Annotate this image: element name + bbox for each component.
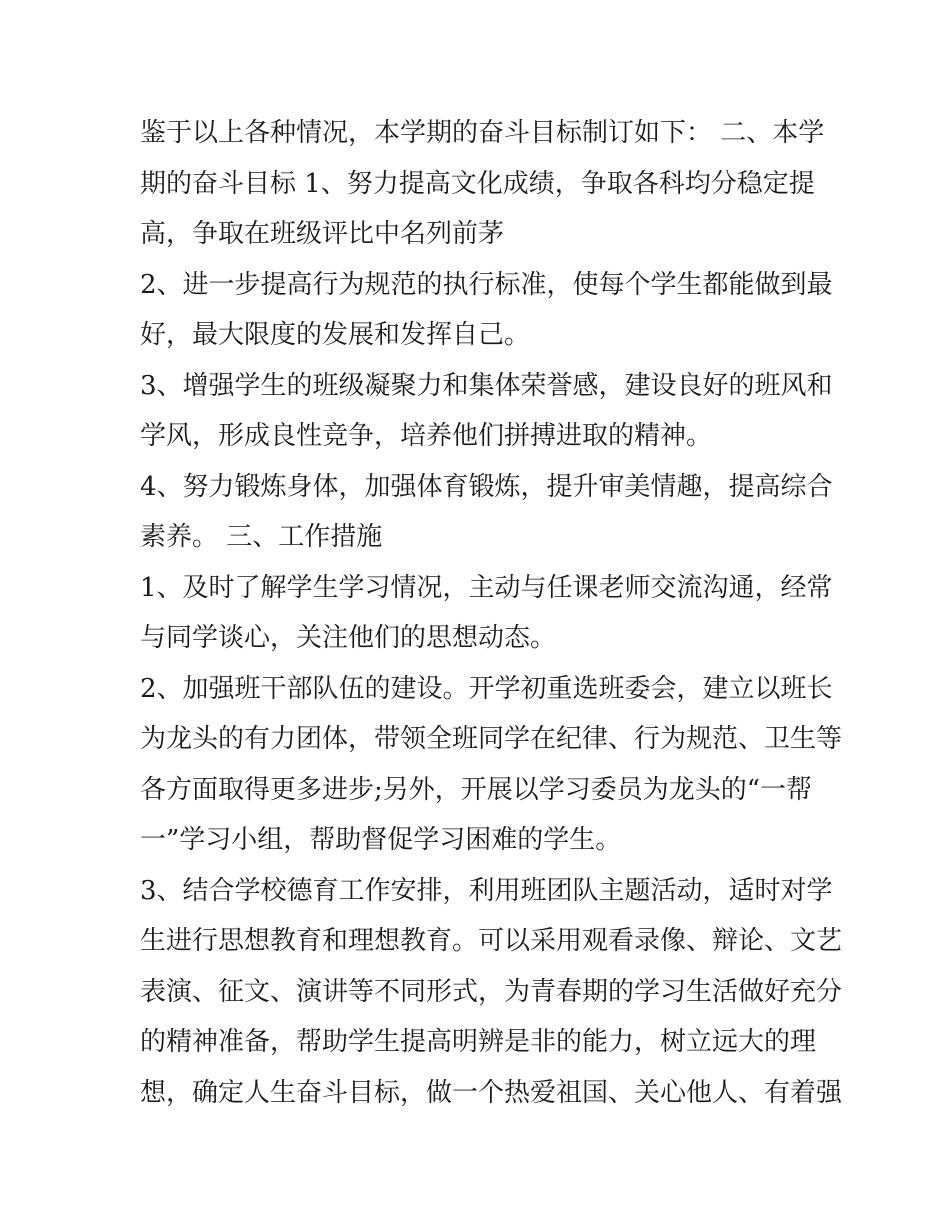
paragraph-measure-1 [140,563,833,664]
text-line: 1、及时了解学生学习情况，主动与任课老师交流沟通，经常 [140,572,833,603]
text-line: 鉴于以上各种情况，本学期的奋斗目标制订如下： 二、本学 [140,118,825,148]
text-line: 各方面取得更多进步;另外，开展以学习委员为龙头的“一帮 [140,774,813,805]
text-line: 生进行思想教育和理想教育。可以采用观看录像、辩论、文艺 [140,926,843,956]
text-line: 期的奋斗目标 1、努力提高文化成绩，争取各科均分稳定提 [140,168,815,199]
paragraph-goal-4 [140,462,833,563]
text-line: 3、结合学校德育工作安排，利用班团队主题活动，适时对学 [140,875,833,906]
text-line: 一”学习小组，帮助督促学习困难的学生。 [140,825,622,855]
text-line: 的精神准备，帮助学生提高明辨是非的能力，树立远大的理 [140,1027,817,1057]
document-body [140,108,843,1118]
paragraph-goals-intro [140,108,825,260]
text-line: 好，最大限度的发展和发挥自己。 [140,320,531,350]
text-line: 高，争取在班级评比中名列前茅 [140,219,505,249]
paragraph-goal-3 [140,361,833,462]
paragraph-measure-2 [140,664,843,866]
text-line: 与同学谈心，关注他们的思想动态。 [140,623,557,653]
text-line: 4、努力锻炼身体，加强体育锻炼，提升审美情趣，提高综合 [140,471,833,502]
text-line: 为龙头的有力团体，带领全班同学在纪律、行为规范、卫生等 [140,724,843,754]
text-line: 2、加强班干部队伍的建设。开学初重选班委会，建立以班长 [140,673,833,704]
text-line: 2、进一步提高行为规范的执行标准，使每个学生都能做到最 [140,269,833,300]
text-line: 想，确定人生奋斗目标，做一个热爱祖国、关心他人、有着强 [140,1077,843,1108]
text-line: 3、增强学生的班级凝聚力和集体荣誉感，建设良好的班风和 [140,370,833,401]
text-line: 表演、征文、演讲等不同形式，为青春期的学习生活做好充分 [140,976,843,1007]
paragraph-goal-2 [140,260,833,361]
text-line: 学风，形成良性竞争，培养他们拼搏进取的精神。 [140,421,713,451]
text-line: 素养。 三、工作措施 [140,522,383,552]
paragraph-measure-3 [140,866,843,1119]
